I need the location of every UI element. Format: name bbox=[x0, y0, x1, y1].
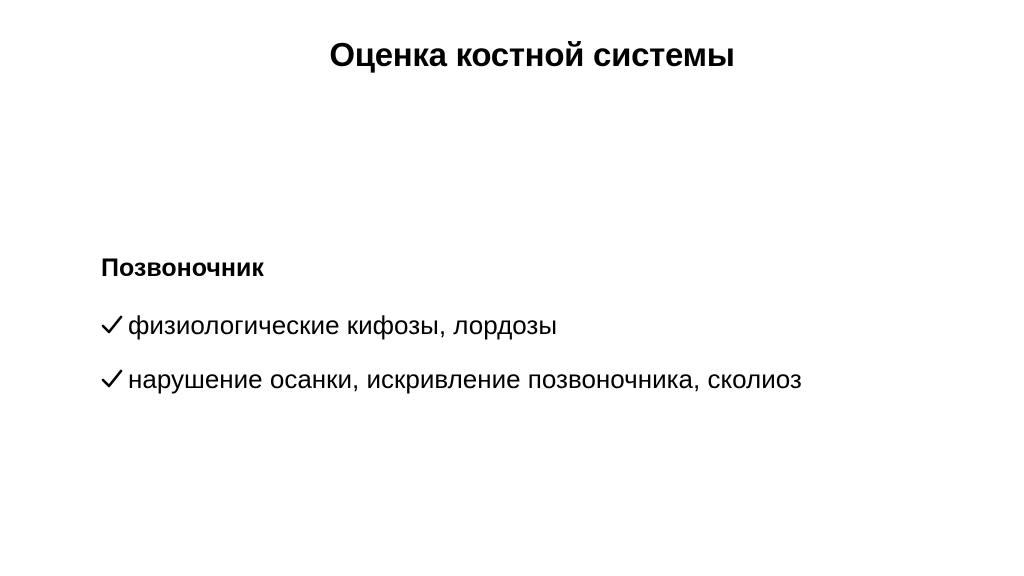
bullet-item bbox=[101, 302, 921, 348]
bullet-item bbox=[101, 356, 921, 402]
slide-title: Оценка костной системы bbox=[329, 36, 735, 73]
check-icon bbox=[101, 302, 123, 348]
section-heading: Позвоночник bbox=[101, 254, 264, 282]
bullet-text: нарушение осанки, искривление позвоночника, сколиоз bbox=[128, 364, 802, 394]
check-icon bbox=[101, 356, 123, 402]
slide-content bbox=[101, 250, 921, 410]
bullet-text: физиологические кифозы, лордозы bbox=[128, 310, 558, 340]
